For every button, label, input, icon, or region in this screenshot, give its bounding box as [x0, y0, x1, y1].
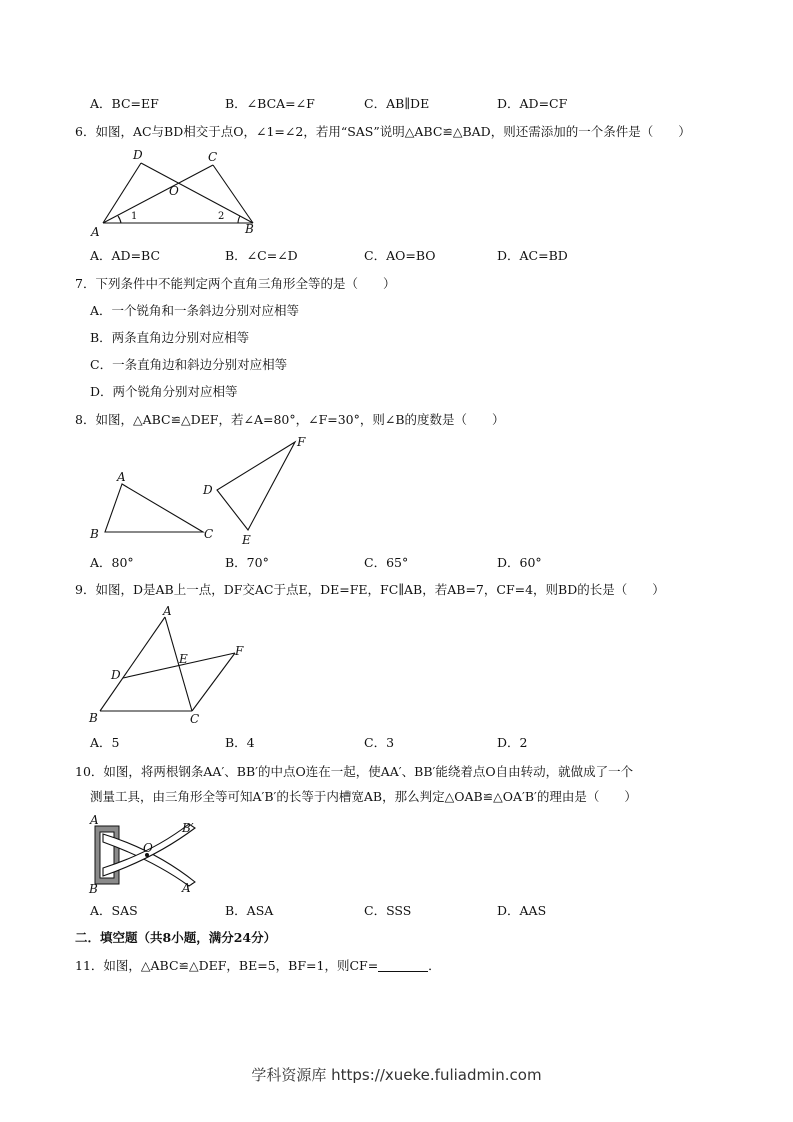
q9-label-b: B [89, 711, 98, 725]
q6-label-a: A [91, 225, 100, 239]
q11-stem [75, 958, 441, 974]
q10-label-o: O [143, 841, 153, 855]
q9-option-c: C．3 [364, 735, 395, 750]
q11-answer-blank[interactable] [378, 959, 428, 972]
q6-option-b: B．∠C=∠D [225, 248, 298, 263]
q10-label-b-prime: B′ [182, 821, 194, 835]
q8-stem: 8．如图，△ABC≌△DEF，若∠A=80°，∠F=30°，则∠B的度数是（ ） [75, 412, 505, 427]
q6-option-d: D．AC=BD [497, 248, 568, 263]
q8-option-c: C．65° [364, 555, 409, 570]
q5-option-d: D．AD=CF [497, 96, 568, 111]
q10-option-c: C．SSS [364, 903, 412, 918]
q8-label-a: A [117, 470, 126, 484]
q10-option-a: A．SAS [90, 903, 138, 918]
q7-option-a: A．一个锐角和一条斜边分别对应相等 [90, 303, 300, 318]
q9-option-d: D．2 [497, 735, 528, 750]
q6-angle-1: 1 [131, 211, 138, 222]
q7-option-b: B．两条直角边分别对应相等 [90, 330, 250, 345]
q9-option-b: B．4 [225, 735, 255, 750]
q6-stem: 6．如图，AC与BD相交于点O，∠1=∠2，若用“SAS”说明△ABC≌△BAD，则还需添加的一个条件是（ ） [75, 124, 691, 139]
q8-label-f: F [297, 435, 306, 449]
q6-label-o: O [169, 184, 179, 198]
q10-label-b: B [89, 882, 98, 896]
q11-stem-tail: ． [428, 958, 441, 973]
q10-stem-line2: 测量工具，由三角形全等可知A′B′的长等于内槽宽AB，那么判定△OAB≌△OA′B′的理由是（ ） [90, 789, 637, 804]
footer-watermark: 学科资源库 https://xueke.fuliadmin.com [251, 1066, 542, 1084]
q11-stem-text: 11．如图，△ABC≌△DEF，BE=5，BF=1，则CF= [75, 958, 379, 973]
section-heading: 二．填空题（共8小题，满分24分） [75, 930, 277, 945]
q6-option-c: C．AO=BO [364, 248, 436, 263]
q6-label-d: D [133, 148, 143, 162]
q7-option-c: C．一条直角边和斜边分别对应相等 [90, 357, 288, 372]
q5-option-c: C．AB∥DE [364, 96, 430, 111]
q8-label-c: C [204, 527, 214, 541]
q6-option-a: A．AD=BC [90, 248, 161, 263]
q8-option-b: B．70° [225, 555, 269, 570]
q10-option-b: B．ASA [225, 903, 274, 918]
q8-figure [85, 432, 325, 547]
q10-figure [85, 812, 215, 897]
q8-label-d: D [203, 483, 213, 497]
q6-label-c: C [208, 150, 218, 164]
q9-stem: 9．如图，D是AB上一点，DF交AC于点E，DE=FE，FC∥AB，若AB=7，CF=4，则BD的长是（ ） [75, 582, 665, 597]
q6-label-b: B [245, 222, 254, 236]
q5-option-a: A．BC=EF [90, 96, 159, 111]
q9-label-d: D [111, 668, 121, 682]
q9-label-c: C [190, 712, 200, 726]
q9-label-a: A [163, 604, 172, 618]
q6-figure [85, 145, 270, 240]
q10-stem-line1: 10．如图，将两根钢条AA′、BB′的中点O连在一起，使AA′、BB′能绕着点O自由转动，就做成了一个 [75, 764, 634, 779]
q9-label-e: E [179, 652, 188, 666]
q10-option-d: D．AAS [497, 903, 547, 918]
q8-option-d: D．60° [497, 555, 542, 570]
q8-label-b: B [90, 527, 99, 541]
q8-label-e: E [242, 533, 251, 547]
q10-label-a: A [90, 813, 99, 827]
q9-figure [85, 603, 265, 728]
q8-option-a: A．80° [90, 555, 134, 570]
q9-label-f: F [235, 644, 244, 658]
q5-option-b: B．∠BCA=∠F [225, 96, 315, 111]
q6-angle-2: 2 [218, 211, 225, 222]
q7-stem: 7．下列条件中不能判定两个直角三角形全等的是（ ） [75, 276, 396, 291]
q7-option-d: D．两个锐角分别对应相等 [90, 384, 238, 399]
q10-label-a-prime: A′ [182, 881, 194, 895]
q9-option-a: A．5 [90, 735, 120, 750]
